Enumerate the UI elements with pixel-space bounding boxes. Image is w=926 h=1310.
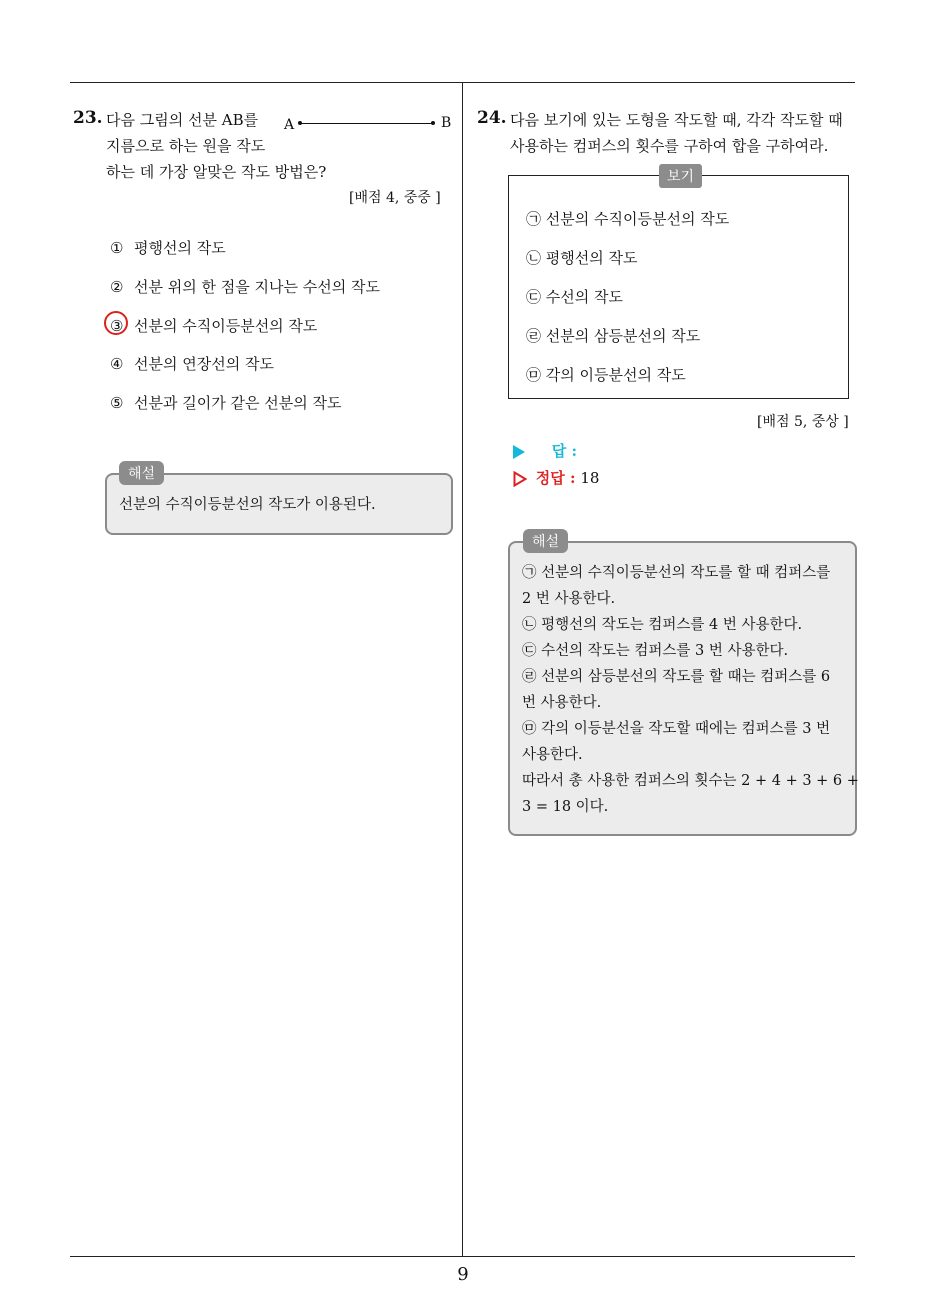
question-23-solution-tag: 해설 [119,461,164,485]
choice-4[interactable] [110,353,274,374]
answer-key-value: 18 [580,469,600,487]
choice-3[interactable] [110,315,317,336]
question-24-text-line1: 다음 보기에 있는 도형을 작도할 때, 각각 작도할 때 [510,111,843,129]
choice-5[interactable] [110,392,341,413]
bogi-item-2: ㉡ 평행선의 작도 [526,249,638,267]
point-a-label: A [284,117,295,133]
question-24-score: [배점 5, 중상 ] [757,414,849,430]
bogi-tag: 보기 [659,164,702,188]
bogi-item-4: ㉣ 선분의 삼등분선의 작도 [526,327,701,345]
solution-line: 3 = 18 이다. [522,799,609,815]
question-23-solution-text: 선분의 수직이등분선의 작도가 이용된다. [119,497,376,513]
choice-2[interactable] [110,276,380,297]
question-24-solution-tag: 해설 [523,529,568,553]
choice-3-number: ③ [110,317,124,335]
point-b-label: B [441,115,452,131]
solution-line: ㉤ 각의 이등분선을 작도할 때에는 컴퍼스를 3 번 [522,721,831,737]
choice-3-text: 선분의 수직이등분선의 작도 [134,317,318,335]
choice-2-number: ② [110,278,124,296]
answer-key-row [513,467,599,488]
question-24-solution-text [522,560,859,820]
choice-4-text: 선분의 연장선의 작도 [134,355,274,373]
play-triangle-icon [513,445,525,459]
solution-line: ㉡ 평행선의 작도는 컴퍼스를 4 번 사용한다. [522,617,803,633]
question-23-text-line3: 하는 데 가장 알맞은 작도 방법은? [106,163,327,181]
segment-ab [300,123,433,124]
solution-line: 사용한다. [522,747,583,763]
choice-4-number: ④ [110,355,124,373]
answer-key-label: 정답 : [535,469,576,487]
page-number: 9 [457,1264,469,1285]
choice-2-text: 선분 위의 한 점을 지나는 수선의 작도 [134,278,380,296]
choice-5-text: 선분과 길이가 같은 선분의 작도 [134,394,342,412]
answer-row [513,440,577,461]
choice-1[interactable] [110,237,226,258]
bogi-item-1: ㉠ 선분의 수직이등분선의 작도 [526,210,730,228]
answer-label: 답 : [551,442,578,460]
choice-1-text: 평행선의 작도 [134,239,226,257]
solution-line: ㉠ 선분의 수직이등분선의 작도를 할 때 컴퍼스를 [522,565,831,581]
question-23-score: [배점 4, 중중 ] [349,190,441,206]
solution-line: 2 번 사용한다. [522,591,616,607]
question-23-number: 23. [73,108,103,128]
column-divider [462,82,463,1257]
bottom-rule [70,1256,855,1257]
bogi-item-3: ㉢ 수선의 작도 [526,288,623,306]
question-23-text-line1: 다음 그림의 선분 AB를 [106,111,259,129]
bogi-item-5: ㉤ 각의 이등분선의 작도 [526,366,686,384]
choice-5-number: ⑤ [110,394,124,412]
solution-line: ㉣ 선분의 삼등분선의 작도를 할 때는 컴퍼스를 6 [522,669,831,685]
question-24-text-line2: 사용하는 컴퍼스의 횟수를 구하여 합을 구하여라. [510,137,829,155]
choice-1-number: ① [110,239,124,257]
outline-triangle-icon [513,471,527,487]
question-24-number: 24. [477,108,507,128]
solution-line: 따라서 총 사용한 컴퍼스의 횟수는 2 + 4 + 3 + 6 + [522,773,859,789]
question-23-text-line2: 지름으로 하는 원을 작도 [106,137,266,155]
solution-line: ㉢ 수선의 작도는 컴퍼스를 3 번 사용한다. [522,643,789,659]
solution-line: 번 사용한다. [522,695,602,711]
point-b-dot [431,121,435,125]
